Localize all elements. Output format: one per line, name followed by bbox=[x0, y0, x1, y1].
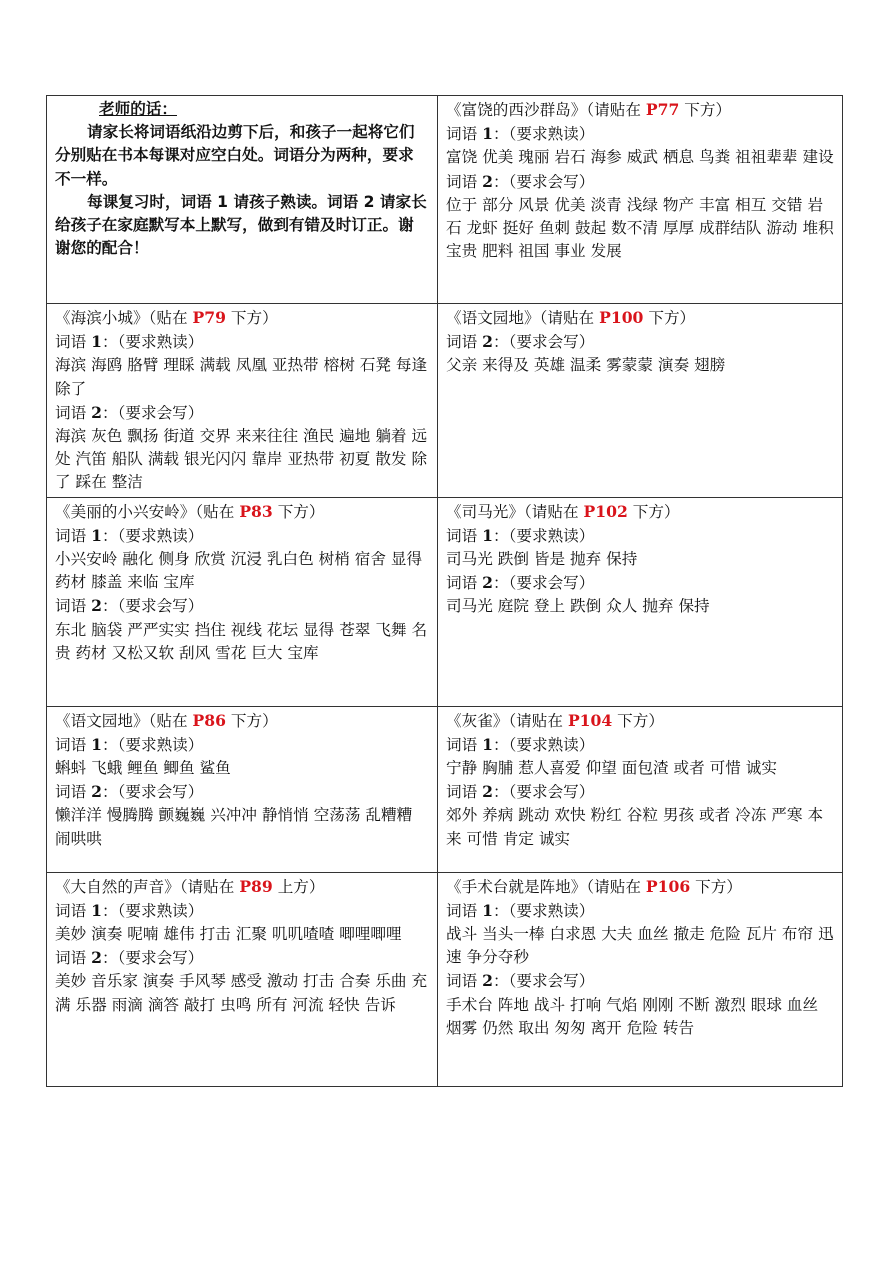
vocab-group-2-words: 郊外 养病 跳动 欢快 粉红 谷粒 男孩 或者 冷冻 严寒 本来 可惜 肯定 诚实 bbox=[446, 806, 824, 848]
vocab-group-2-words: 父亲 来得及 英雄 温柔 雾蒙蒙 演奏 翅膀 bbox=[446, 356, 726, 375]
lesson-cell bbox=[47, 872, 438, 1086]
lesson-heading: 《富饶的西沙群岛》（请贴在 P77 下方） bbox=[446, 100, 732, 119]
lesson-cell bbox=[47, 497, 438, 706]
vocab-group-2-words: 海滨 灰色 飘扬 街道 交界 来来往往 渔民 遍地 躺着 远处 汽笛 船队 满载 银光闪闪 靠岸 亚热带 初夏 散发 除了 踩在 整洁 bbox=[55, 427, 428, 492]
lesson-cell bbox=[438, 497, 843, 706]
lesson-heading: 《司马光》（请贴在 P102 下方） bbox=[446, 501, 680, 521]
vocab-group-2-words: 东北 脑袋 严严实实 挡住 视线 花坛 显得 苍翠 飞舞 名贵 药材 又松又软 刮风 雪花 巨大 宝库 bbox=[55, 620, 428, 662]
page-number: P79 bbox=[192, 308, 226, 327]
vocab-group-1-words: 小兴安岭 融化 侧身 欣赏 沉浸 乳白色 树梢 宿舍 显得 药材 膝盖 来临 宝库 bbox=[55, 550, 423, 592]
vocab-group-1-words: 富饶 优美 瑰丽 岩石 海参 威武 栖息 鸟粪 祖祖辈辈 建设 bbox=[446, 148, 834, 167]
vocab-group-2-label: 词语 2：（要求会写） bbox=[446, 171, 595, 191]
lesson-title: 《灰雀》 bbox=[446, 711, 509, 730]
vocab-group-1-label: 词语 1：（要求熟读） bbox=[446, 124, 595, 144]
vocab-group-1-words: 美妙 演奏 呢喃 雄伟 打击 汇聚 叽叽喳喳 唧哩唧哩 bbox=[55, 925, 402, 944]
page-number: P83 bbox=[239, 501, 273, 521]
vocab-group-2-words: 司马光 庭院 登上 跌倒 众人 抛弃 保持 bbox=[446, 597, 710, 616]
lesson-cell bbox=[438, 872, 843, 1086]
vocab-group-1-words: 宁静 胸脯 惹人喜爱 仰望 面包渣 或者 可惜 诚实 bbox=[446, 759, 777, 778]
table-row bbox=[47, 304, 843, 498]
vocab-group-2-label: 词语 2：（要求会写） bbox=[55, 948, 204, 968]
vocab-group-1-label: 词语 1：（要求熟读） bbox=[55, 900, 204, 920]
lesson-heading: 《手术台就是阵地》（请贴在 P106 下方） bbox=[446, 876, 742, 896]
page-number: P102 bbox=[583, 501, 628, 521]
vocab-group-2-label: 词语 2：（要求会写） bbox=[446, 573, 595, 593]
vocab-group-1-label: 词语 1：（要求熟读） bbox=[446, 525, 595, 545]
teacher-note-title: 老师的话： bbox=[99, 100, 177, 118]
vocab-group-2-label: 词语 2：（要求会写） bbox=[446, 782, 595, 802]
vocab-group-1-words: 海滨 海鸥 胳臂 理睬 满载 凤凰 亚热带 榕树 石凳 每逢 除了 bbox=[55, 356, 428, 398]
lesson-heading: 《语文园地》（贴在 P86 下方） bbox=[55, 710, 278, 730]
vocab-group-2-label: 词语 2：（要求会写） bbox=[446, 332, 595, 352]
lesson-heading: 《大自然的声音》（请贴在 P89 上方） bbox=[55, 876, 325, 896]
lesson-title: 《司马光》 bbox=[446, 502, 524, 521]
teacher-note-cell bbox=[47, 96, 438, 304]
lesson-cell bbox=[438, 706, 843, 872]
lesson-title: 《语文园地》 bbox=[55, 711, 149, 730]
page-number: P86 bbox=[192, 710, 226, 730]
lesson-title: 《语文园地》 bbox=[446, 309, 540, 327]
page-number: P89 bbox=[239, 876, 273, 896]
page-number: P77 bbox=[645, 100, 680, 119]
lesson-cell bbox=[438, 304, 843, 498]
lesson-title: 《美丽的小兴安岭》 bbox=[55, 502, 196, 521]
vocab-group-2-label: 词语 2：（要求会写） bbox=[55, 782, 204, 802]
lesson-title: 《海滨小城》 bbox=[55, 309, 149, 327]
page-number: P104 bbox=[567, 710, 613, 730]
vocab-group-1-label: 词语 1：（要求熟读） bbox=[55, 734, 204, 754]
lesson-title: 《手术台就是阵地》 bbox=[446, 877, 587, 896]
lesson-heading: 《海滨小城》（贴在 P79 下方） bbox=[55, 308, 278, 327]
page-number: P100 bbox=[599, 308, 644, 327]
table-row bbox=[47, 872, 843, 1086]
vocabulary-sheet bbox=[46, 95, 843, 1087]
lesson-heading: 《灰雀》（请贴在 P104 下方） bbox=[446, 710, 664, 730]
lesson-cell bbox=[438, 96, 843, 304]
lesson-heading: 《语文园地》（请贴在 P100 下方） bbox=[446, 308, 696, 327]
vocab-group-2-label: 词语 2：（要求会写） bbox=[446, 971, 595, 991]
lesson-heading: 《美丽的小兴安岭》（贴在 P83 下方） bbox=[55, 501, 325, 521]
vocab-group-1-label: 词语 1：（要求熟读） bbox=[55, 332, 204, 352]
vocab-group-2-words: 位于 部分 风景 优美 淡青 浅绿 物产 丰富 相互 交错 岩石 龙虾 挺好 鱼刺 鼓起 数不清 厚厚 成群结队 游动 堆积 宝贵 肥料 祖国 事业 发展 bbox=[446, 195, 834, 261]
vocab-group-1-words: 战斗 当头一棒 白求恩 大夫 血丝 撤走 危险 瓦片 布帘 迅速 争分夺秒 bbox=[446, 925, 834, 967]
vocab-group-2-words: 懒洋洋 慢腾腾 颤巍巍 兴冲冲 静悄悄 空荡荡 乱糟糟 闹哄哄 bbox=[55, 806, 413, 848]
teacher-note-paragraph: 请家长将词语纸沿边剪下后，和孩子一起将它们分别贴在书本每课对应空白处。词语分为两种，要求不一样。 bbox=[55, 123, 415, 188]
table-row bbox=[47, 706, 843, 872]
teacher-note-paragraph: 每课复习时，词语 1 请孩子熟读。词语 2 请家长给孩子在家庭默写本上默写，做到有错及时订正。谢谢您的配合！ bbox=[55, 192, 427, 258]
table-row bbox=[47, 497, 843, 706]
lesson-title: 《富饶的西沙群岛》 bbox=[446, 101, 587, 119]
page-number: P106 bbox=[645, 876, 691, 896]
vocab-group-2-label: 词语 2：（要求会写） bbox=[55, 596, 204, 616]
vocab-group-2-label: 词语 2：（要求会写） bbox=[55, 402, 204, 422]
vocab-group-1-label: 词语 1：（要求熟读） bbox=[446, 734, 595, 754]
table-row bbox=[47, 96, 843, 304]
lesson-cell bbox=[47, 304, 438, 498]
vocab-group-1-label: 词语 1：（要求熟读） bbox=[55, 525, 204, 545]
vocab-group-2-words: 美妙 音乐家 演奏 手风琴 感受 激动 打击 合奏 乐曲 充满 乐器 雨滴 滴答 敲打 虫鸣 所有 河流 轻快 告诉 bbox=[55, 972, 428, 1014]
vocab-group-1-label: 词语 1：（要求熟读） bbox=[446, 900, 595, 920]
lesson-title: 《大自然的声音》 bbox=[55, 877, 180, 896]
vocab-group-1-words: 蝌蚪 飞蛾 鲤鱼 鲫鱼 鲨鱼 bbox=[55, 759, 231, 778]
vocab-group-2-words: 手术台 阵地 战斗 打响 气焰 刚刚 不断 激烈 眼球 血丝 烟雾 仍然 取出 匆匆 离开 危险 转告 bbox=[446, 995, 819, 1037]
vocab-group-1-words: 司马光 跌倒 皆是 抛弃 保持 bbox=[446, 550, 638, 569]
lesson-cell bbox=[47, 706, 438, 872]
